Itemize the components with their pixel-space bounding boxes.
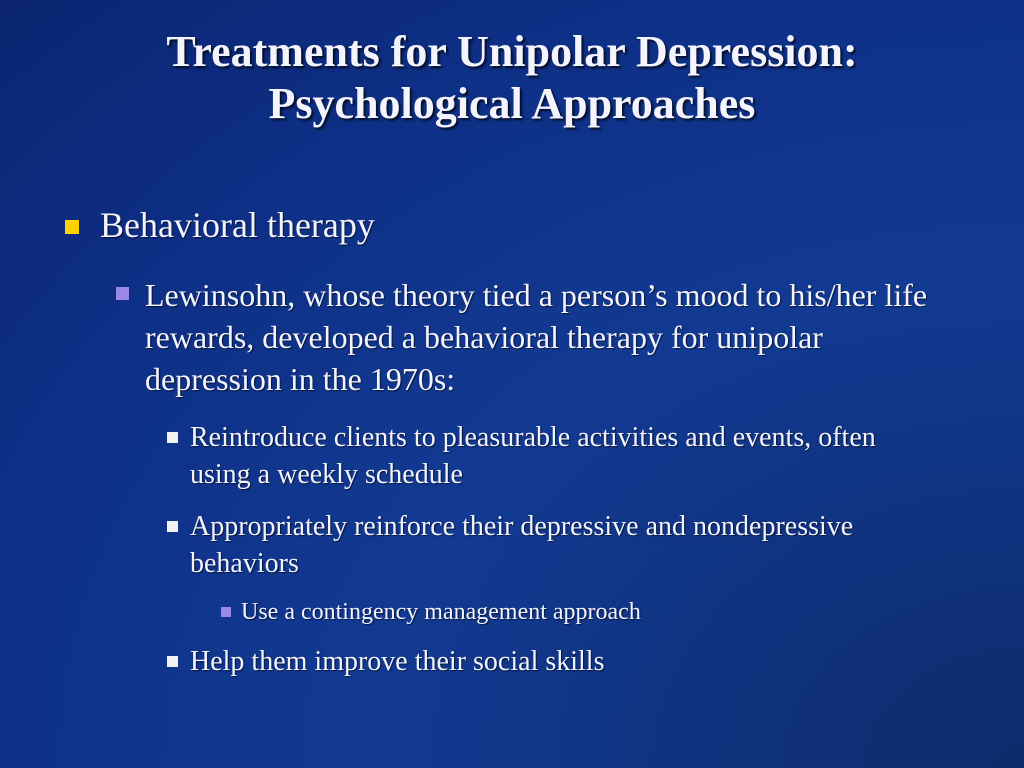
bullet-text: Use a contingency management approach	[241, 599, 641, 625]
bullet-text: Help them improve their social skills	[190, 646, 605, 677]
square-bullet-icon	[221, 607, 231, 617]
bullet-text: Reintroduce clients to pleasurable activities and events, often using a weekly schedule	[190, 422, 876, 490]
title-line-2: Psychological Approaches	[268, 79, 756, 128]
title-line-1: Treatments for Unipolar Depression:	[166, 27, 858, 76]
bullet-text: Lewinsohn, whose theory tied a person’s mood to his/her life rewards, developed a behavioral therapy for unipolar depression in the 1970s:	[145, 277, 928, 397]
bullet-social-skills	[190, 643, 940, 680]
square-bullet-icon	[167, 432, 178, 443]
bullet-reintroduce	[190, 419, 940, 493]
bullet-contingency	[241, 597, 941, 627]
square-bullet-icon	[167, 656, 178, 667]
bullet-reinforce	[190, 508, 940, 582]
square-bullet-icon	[65, 220, 79, 234]
bullet-behavioral-therapy	[100, 203, 980, 247]
square-bullet-icon	[116, 287, 129, 300]
slide-title	[0, 26, 1024, 130]
bullet-lewinsohn	[145, 274, 955, 400]
bullet-text: Behavioral therapy	[100, 205, 375, 245]
square-bullet-icon	[167, 521, 178, 532]
bullet-text: Appropriately reinforce their depressive and nondepressive behaviors	[190, 511, 854, 579]
